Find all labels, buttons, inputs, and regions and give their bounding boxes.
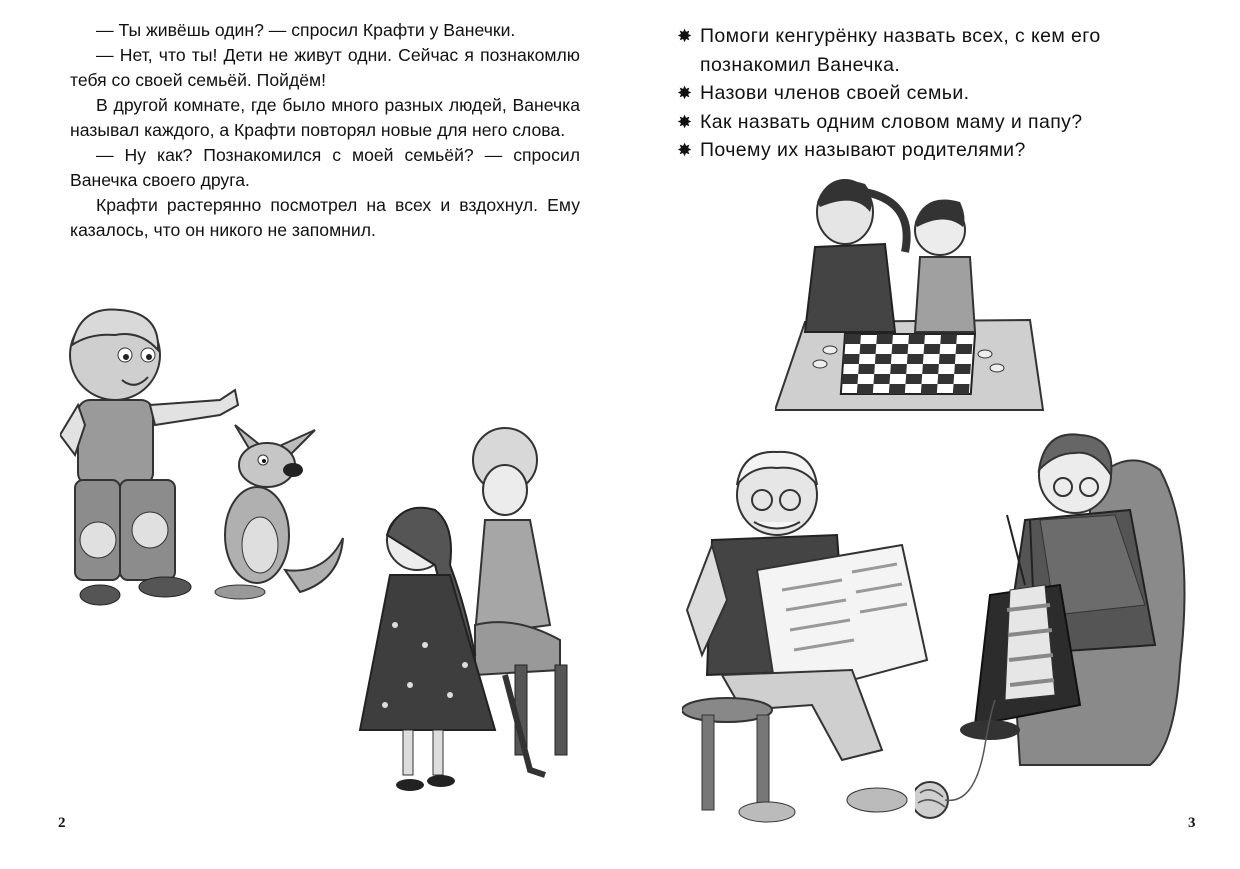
story-paragraph-2: — Нет, что ты! Дети не живут одни. Сейчас я познакомлю тебя со своей семьёй. Пойдём! — [70, 45, 580, 90]
story-paragraph-5: Крафти растерянно посмотрел на всех и вздохнул. Ему казалось, что он никого не запомнил. — [70, 195, 580, 240]
question-item — [677, 108, 1187, 137]
father-and-son-checkers-illustration — [775, 172, 1045, 414]
asterisk-bullet-icon: ✸ — [677, 83, 693, 103]
asterisk-bullet-icon: ✸ — [677, 111, 693, 132]
question-text: Помоги кенгурёнку назвать всех, с кем его познакомил Ванечка. — [700, 25, 1101, 76]
questions-list — [677, 22, 1187, 165]
asterisk-bullet-icon: ✸ — [677, 26, 693, 46]
question-item — [677, 22, 1187, 79]
question-text: Почему их называют родителями? — [700, 139, 1026, 161]
kangaroo-kraftie-illustration — [205, 420, 350, 605]
question-item — [677, 79, 1187, 108]
asterisk-bullet-icon: ✸ — [677, 140, 693, 160]
question-text: Назови членов своей семьи. — [700, 82, 970, 104]
girl-and-mother-illustration — [355, 425, 585, 800]
right-page — [620, 0, 1240, 869]
story-paragraph-4: — Ну как? Познакомился с моей семьёй? — спросил Ванечка своего друга. — [70, 145, 580, 190]
grandmother-knitting-illustration — [915, 425, 1200, 825]
page-number: 3 — [1188, 815, 1196, 831]
page-number: 2 — [58, 815, 66, 831]
question-item — [677, 136, 1187, 165]
question-text: Как назвать одним словом маму и папу? — [700, 110, 1083, 133]
story-paragraph-1: — Ты живёшь один? — спросил Крафти у Ванечки. — [96, 20, 516, 40]
story-text — [70, 18, 580, 243]
story-paragraph-3: В другой комнате, где было много разных людей, Ванечка называл каждого, а Крафти повторял новые для него слова. — [70, 95, 580, 140]
